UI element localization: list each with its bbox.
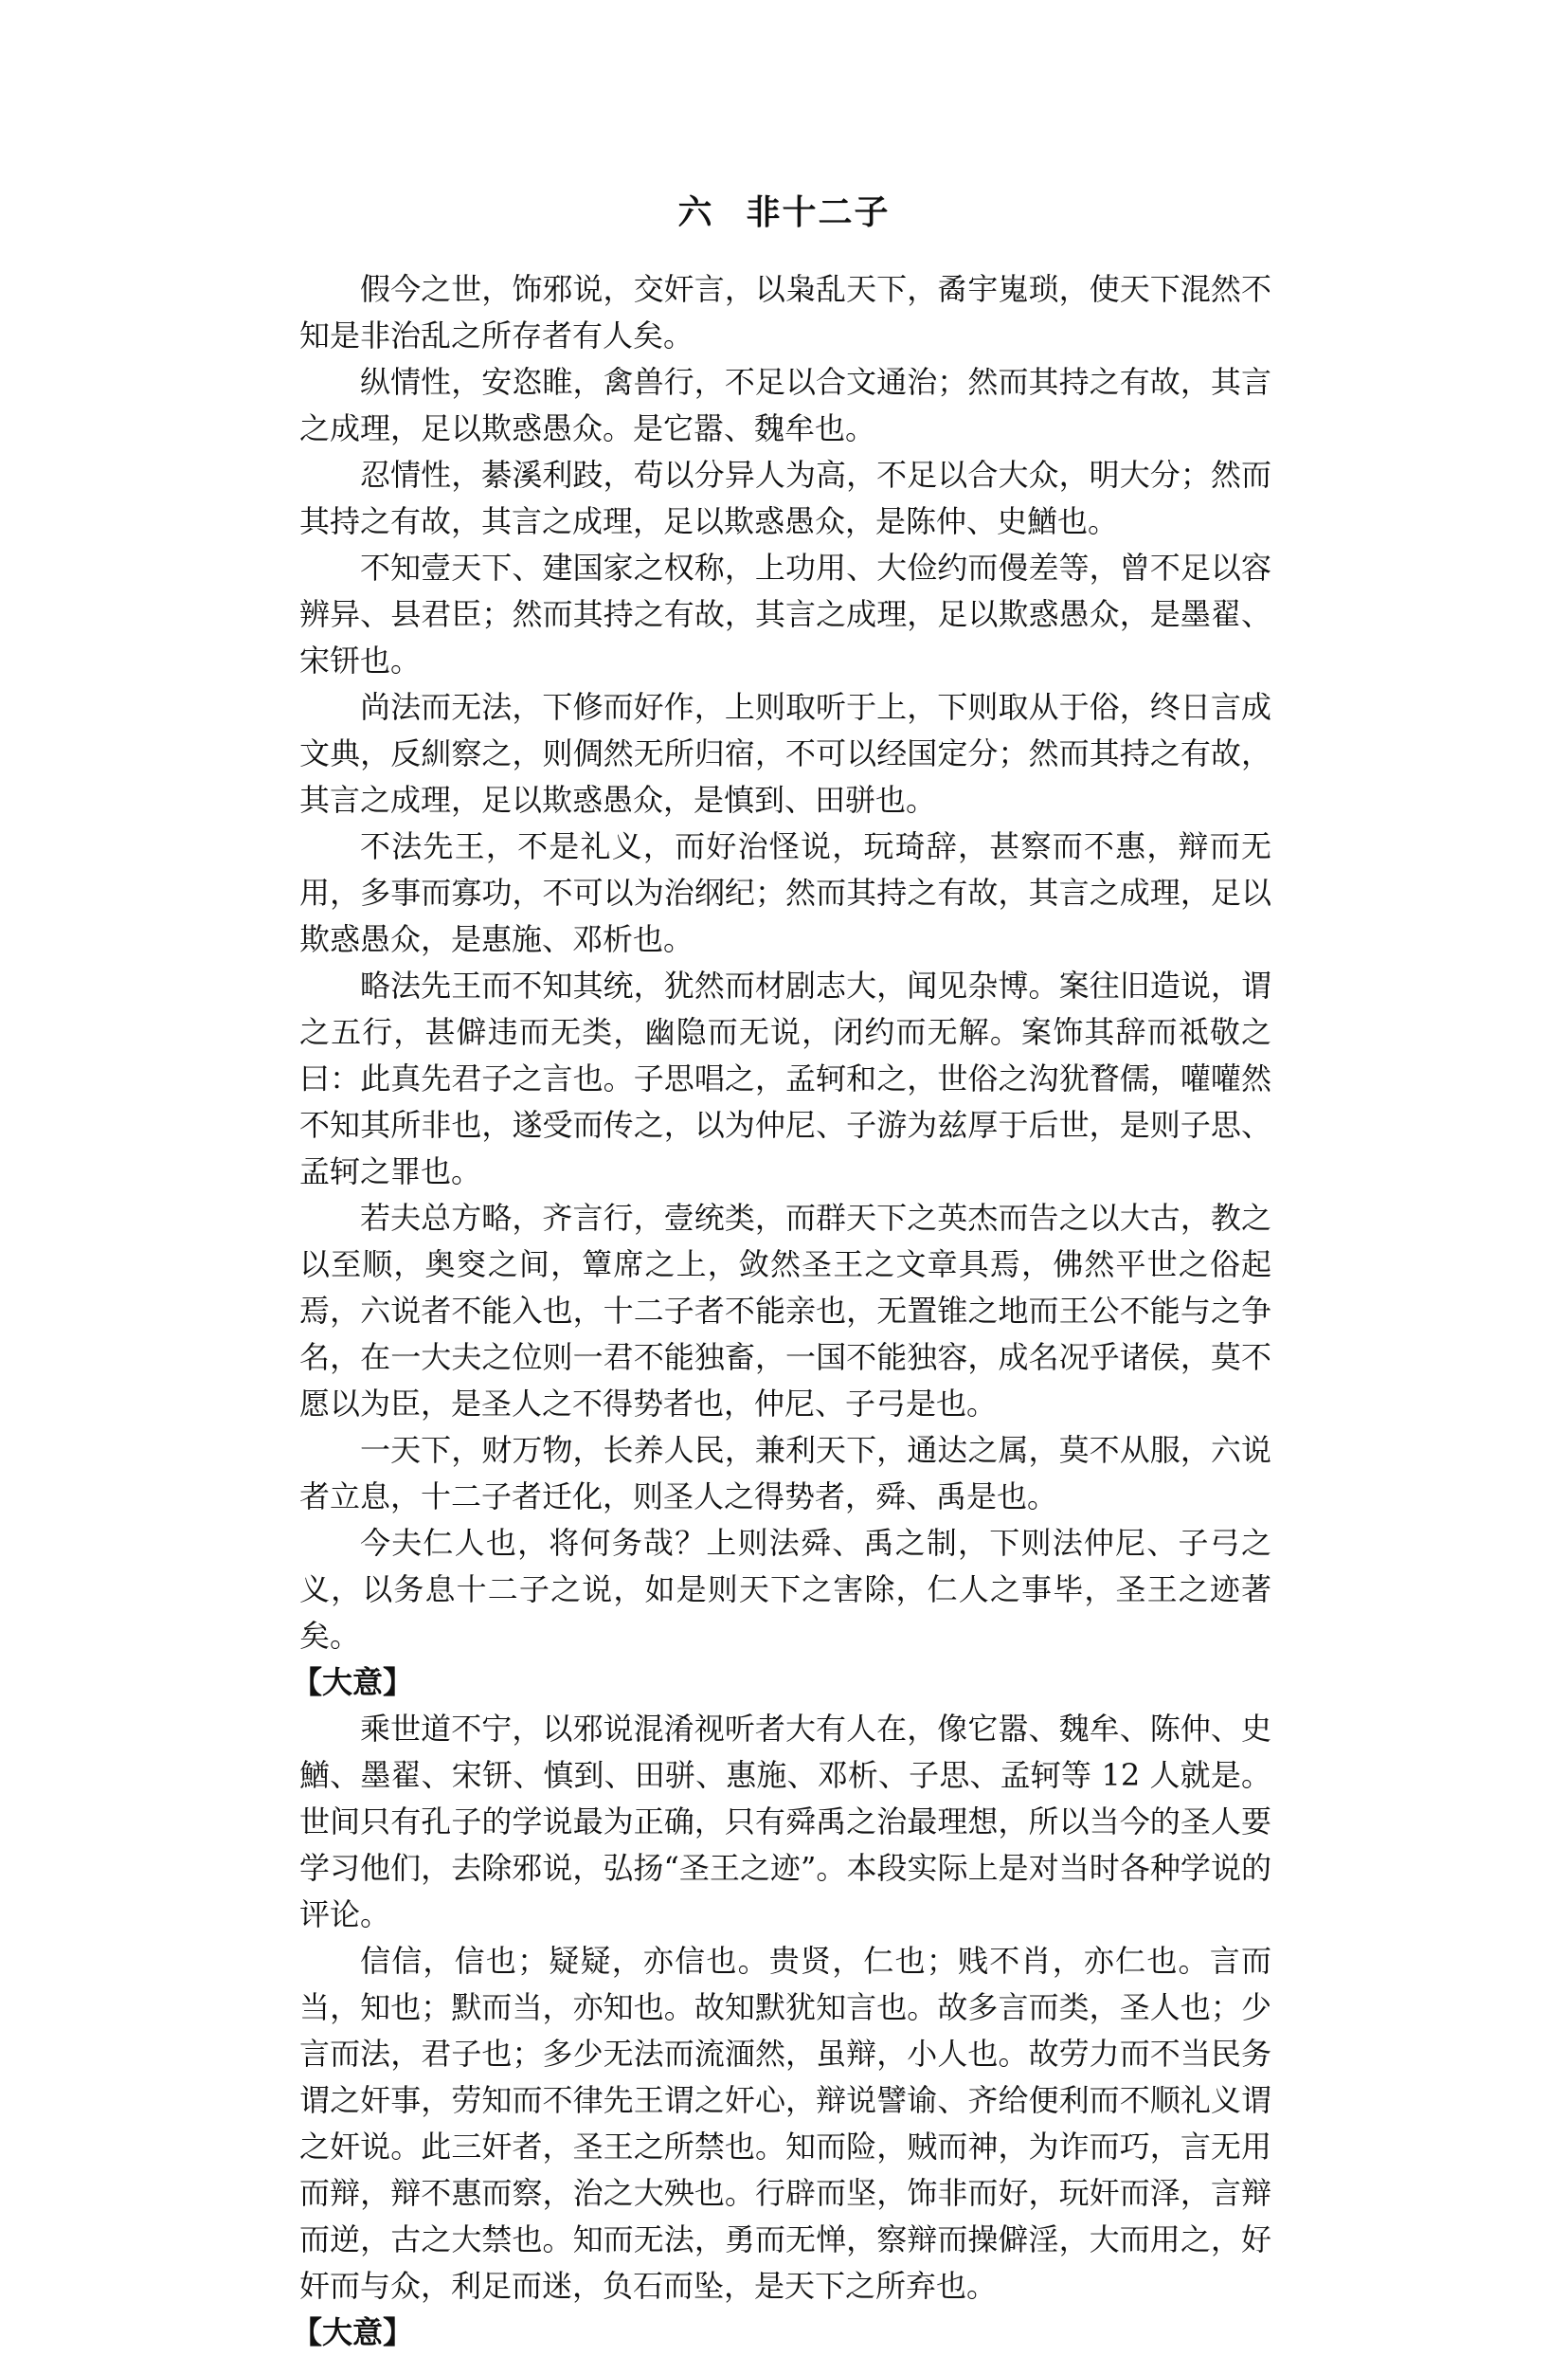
- summary-paragraph: 乘世道不宁，以邪说混淆视听者大有人在，像它嚣、魏牟、陈仲、史鰌、墨翟、宋钘、慎到、田骈、惠施、邓析、子思、孟轲等 12 人就是。世间只有孔子的学说最为正确，只有舜禹之治最理想，所以当今的圣人要学习他们，去除邪说，弘扬“圣王之迹”。本段实际上是对当时各种学说的评论。: [299, 1711, 1271, 1932]
- paragraph: 信信，信也；疑疑，亦信也。贵贤，仁也；贱不肖，亦仁也。言而当，知也；默而当，亦知也。故知默犹知言也。故多言而类，圣人也；少言而法，君子也；多少无法而流湎然，虽辩，小人也。故劳力而不当民务谓之奸事，劳知而不律先王谓之奸心，辩说譬谕、齐给便利而不顺礼义谓之奸说。此三奸者，圣王之所禁也。知而险，贼而神，为诈而巧，言无用而辩，辩不惠而察，治之大殃也。行辟而坚，饰非而好，玩奸而泽，言辩而逆，古之大禁也。知而无法，勇而无惮，察辩而操僻淫，大而用之，好奸而与众，利足而迷，负石而坠，是天下之所弃也。: [299, 1943, 1271, 2304]
- paragraph: 不法先王，不是礼义，而好治怪说，玩琦辞，甚察而不惠，辩而无用，多事而寡功，不可以为治纲纪；然而其持之有故，其言之成理，足以欺惑愚众，是惠施、邓析也。: [299, 828, 1271, 957]
- paragraph: 一天下，财万物，长养人民，兼利天下，通达之属，莫不从服，六说者立息，十二子者迁化，则圣人之得势者，舜、禹是也。: [299, 1432, 1271, 1514]
- summary-heading: 【大意】: [292, 2314, 414, 2350]
- main-text: [292, 266, 1271, 2356]
- chapter-title: [0, 186, 1568, 234]
- summary-heading: 【大意】: [292, 1664, 414, 1700]
- paragraph: 若夫总方略，齐言行，壹统类，而群天下之英杰而告之以大古，教之以至顺，奥窔之间，簟席之上，敛然圣王之文章具焉，佛然平世之俗起焉，六说者不能入也，十二子者不能亲也，无置锥之地而王公不能与之争名，在一大夫之位则一君不能独畜，一国不能独容，成名况乎诸侯，莫不愿以为臣，是圣人之不得势者也，仲尼、子弓是也。: [299, 1200, 1271, 1422]
- paragraph: 尚法而无法，下修而好作，上则取听于上，下则取从于俗，终日言成文典，反紃察之，则倜然无所归宿，不可以经国定分；然而其持之有故，其言之成理，足以欺惑愚众，是慎到、田骈也。: [299, 689, 1271, 818]
- chapter-name: 非十二子: [746, 193, 891, 232]
- paragraph: 纵情性，安恣睢，禽兽行，不足以合文通治；然而其持之有故，其言之成理，足以欺惑愚众。是它嚣、魏牟也。: [299, 364, 1271, 446]
- paragraph: 假今之世，饰邪说，交奸言，以枭乱天下，矞宇嵬琐，使天下混然不知是非治乱之所存者有人矣。: [299, 271, 1271, 353]
- paragraph: 今夫仁人也，将何务哉？上则法舜、禹之制，下则法仲尼、子弓之义，以务息十二子之说，如是则天下之害除，仁人之事毕，圣王之迹著矣。: [299, 1525, 1271, 1654]
- paragraph: 略法先王而不知其统，犹然而材剧志大，闻见杂博。案往旧造说，谓之五行，甚僻违而无类，幽隐而无说，闭约而无解。案饰其辞而祗敬之曰：此真先君子之言也。子思唱之，孟轲和之，世俗之沟犹瞀儒，嚾嚾然不知其所非也，遂受而传之，以为仲尼、子游为兹厚于后世，是则子思、孟轲之罪也。: [299, 968, 1271, 1189]
- chapter-number: 六: [677, 193, 714, 232]
- paragraph: 忍情性，綦溪利跂，苟以分异人为高，不足以合大众，明大分；然而其持之有故，其言之成理，足以欺惑愚众，是陈仲、史鰌也。: [299, 457, 1271, 539]
- paragraph: 不知壹天下、建国家之权称，上功用、大俭约而僈差等，曾不足以容辨异、县君臣；然而其持之有故，其言之成理，足以欺惑愚众，是墨翟、宋钘也。: [299, 550, 1271, 679]
